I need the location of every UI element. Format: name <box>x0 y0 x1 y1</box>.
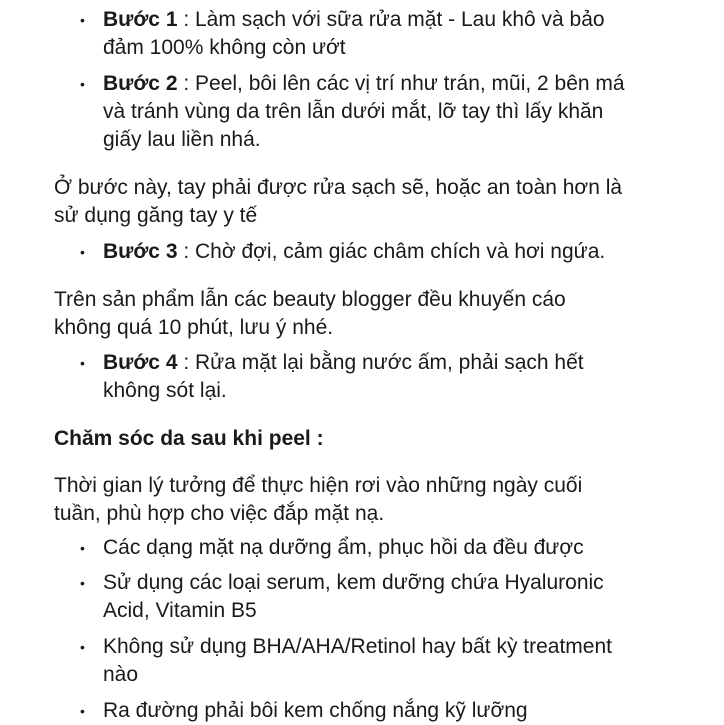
bullet: • <box>80 355 85 371</box>
item-text: Sử dụng các loại serum, kem dưỡng chứa Hyaluronic <box>103 571 604 594</box>
item-text: Ra đường phải bôi kem chống nắng kỹ lưỡng <box>103 699 528 722</box>
section-heading <box>54 425 704 453</box>
paragraph-note2 <box>54 286 704 342</box>
paragraph-note1 <box>54 174 704 230</box>
list-item <box>54 70 704 154</box>
step-text-line3: giấy lau liền nhá. <box>103 128 261 151</box>
note1-line1: Ở bước này, tay phải được rửa sạch sẽ, hoặc an toàn hơn là <box>54 176 623 199</box>
step-label: Bước 3 <box>103 240 178 263</box>
note2-line2: không quá 10 phút, lưu ý nhé. <box>54 316 334 339</box>
step-text: : Peel, bôi lên các vị trí như trán, mũi, 2 bên má <box>177 72 625 95</box>
intro-line2: tuần, phù hợp cho việc đắp mặt nạ. <box>54 502 385 525</box>
step-text: : Rửa mặt lại bằng nước ấm, phải sạch hết <box>177 351 584 374</box>
list-item <box>54 633 704 689</box>
step-text: : Làm sạch với sữa rửa mặt - Lau khô và bảo <box>177 8 605 31</box>
step-label: Bước 4 <box>103 351 178 374</box>
aftercare-heading: Chăm sóc da sau khi peel : <box>54 427 324 450</box>
bullet: • <box>80 639 85 655</box>
aftercare-list <box>54 534 704 725</box>
item-text-line2: Acid, Vitamin B5 <box>103 599 257 622</box>
list-item <box>54 534 704 562</box>
bullet: • <box>80 244 85 260</box>
note1-line2: sử dụng găng tay y tế <box>54 204 258 227</box>
step-text: : Chờ đợi, cảm giác châm chích và hơi ngứa. <box>177 240 606 263</box>
list-item <box>54 238 704 266</box>
bullet: • <box>80 12 85 28</box>
paragraph-aftercare-intro <box>54 472 704 528</box>
intro-line1: Thời gian lý tưởng để thực hiện rơi vào những ngày cuối <box>54 474 583 497</box>
steps-list-3 <box>54 238 704 266</box>
list-item <box>54 6 704 62</box>
bullet: • <box>80 76 85 92</box>
steps-list-4 <box>54 349 704 405</box>
list-item <box>54 697 704 725</box>
bullet: • <box>80 703 85 719</box>
bullet: • <box>80 540 85 556</box>
list-item <box>54 349 704 405</box>
document-body <box>54 6 704 725</box>
steps-list-top <box>54 6 704 154</box>
item-text: Không sử dụng BHA/AHA/Retinol hay bất kỳ treatment <box>103 635 612 658</box>
step-label: Bước 2 <box>103 72 178 95</box>
step-text-line2: đảm 100% không còn ướt <box>103 36 346 59</box>
note2-line1: Trên sản phẩm lẫn các beauty blogger đều khuyến cáo <box>54 288 566 311</box>
step-label: Bước 1 <box>103 8 178 31</box>
item-text-line2: nào <box>103 663 139 686</box>
list-item <box>54 569 704 625</box>
step-text-line2: không sót lại. <box>103 379 227 402</box>
step-text-line2: và tránh vùng da trên lẫn dưới mắt, lỡ tay thì lấy khăn <box>103 100 604 123</box>
item-text: Các dạng mặt nạ dưỡng ẩm, phục hồi da đều được <box>103 536 584 559</box>
bullet: • <box>80 575 85 591</box>
